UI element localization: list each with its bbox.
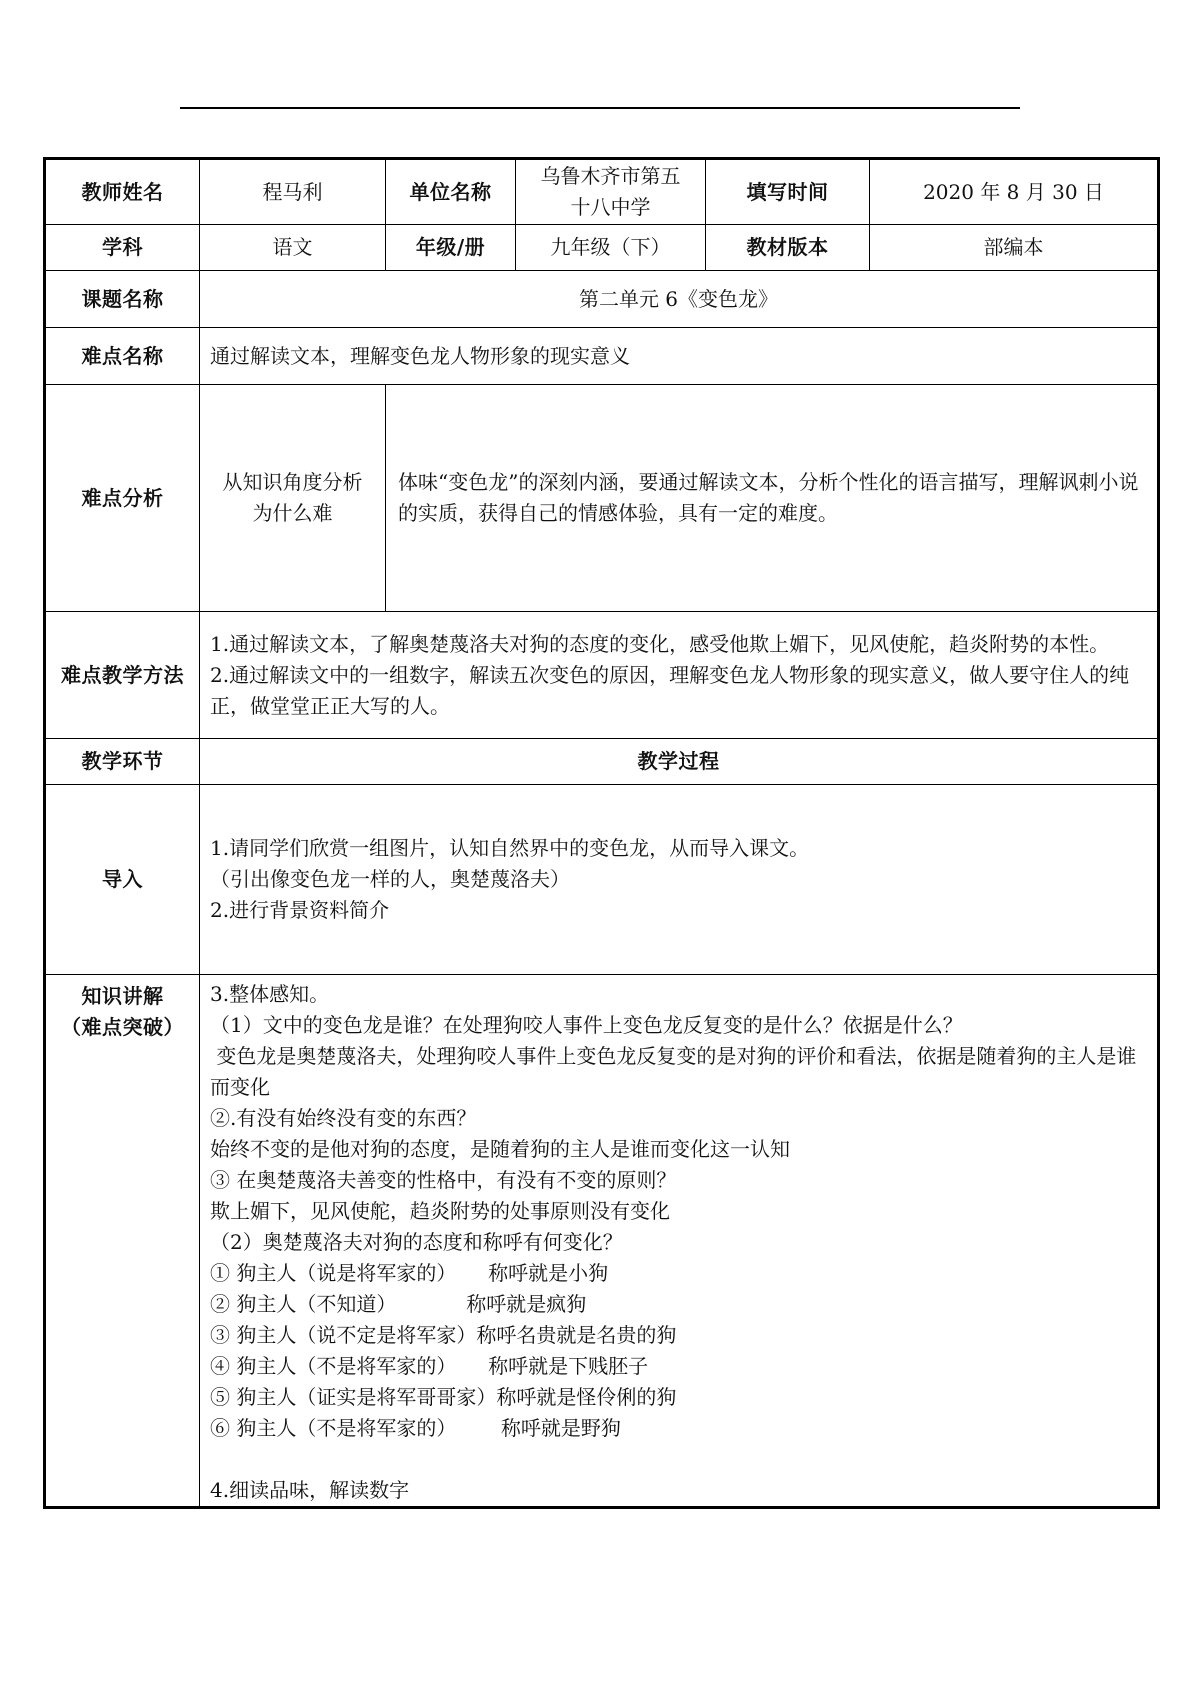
knowledge-line: 变色龙是奥楚蔑洛夫，处理狗咬人事件上变色龙反复变的是对狗的评价和看法，依据是随着狗的主人是谁而变化: [210, 1044, 1137, 1099]
row-topic: [45, 271, 1159, 328]
difficulty-value: 通过解读文本，理解变色龙人物形象的现实意义: [200, 328, 1159, 385]
stage-label: 教学环节: [45, 739, 200, 785]
knowledge-line: 4.细读品味，解读数字: [210, 1478, 410, 1502]
row-difficulty: [45, 328, 1159, 385]
teacher-value: 程马利: [200, 159, 386, 225]
knowledge-label-line1: 知识讲解: [81, 984, 164, 1008]
difficulty-label: 难点名称: [45, 328, 200, 385]
row-analysis: [45, 385, 1159, 612]
intro-label: 导入: [45, 785, 200, 975]
grade-value: 九年级（下）: [516, 225, 706, 271]
knowledge-line: [210, 1444, 1147, 1475]
knowledge-line: （1）文中的变色龙是谁？在处理狗咬人事件上变色龙反复变的是什么？依据是什么？: [210, 1013, 963, 1037]
topic-label: 课题名称: [45, 271, 200, 328]
knowledge-value: [200, 975, 1159, 1508]
knowledge-line: 始终不变的是他对狗的态度，是随着狗的主人是谁而变化这一认知: [210, 1137, 790, 1161]
lesson-plan-table: [43, 157, 1160, 1509]
unit-value-line2: 十八中学: [570, 195, 651, 219]
grade-label: 年级/册: [386, 225, 516, 271]
row-subject: [45, 225, 1159, 271]
row-process-header: [45, 739, 1159, 785]
knowledge-line: ②.有没有始终没有变的东西？: [210, 1106, 477, 1130]
intro-line-1: 1.请同学们欣赏一组图片，认知自然界中的变色龙，从而导入课文。: [210, 836, 810, 860]
topic-value: 第二单元 6《变色龙》: [200, 271, 1159, 328]
method-item-2: 2.通过解读文中的一组数字，解读五次变色的原因，理解变色龙人物形象的现实意义，做人要守住人的纯正，做堂堂正正大写的人。: [210, 662, 1130, 718]
edition-value: 部编本: [870, 225, 1159, 271]
method-value: [200, 612, 1159, 739]
analysis-label: 难点分析: [45, 385, 200, 612]
knowledge-line: （2）奥楚蔑洛夫对狗的态度和称呼有何变化？: [210, 1230, 623, 1254]
intro-line-2: （引出像变色龙一样的人，奥楚蔑洛夫）: [210, 867, 570, 891]
unit-value-line1: 乌鲁木齐市第五: [540, 164, 681, 188]
header-rule: [180, 107, 1020, 109]
knowledge-line: ① 狗主人（说是将军家的） 称呼就是小狗: [210, 1261, 609, 1285]
unit-value: [516, 159, 706, 225]
knowledge-line: ④ 狗主人（不是将军家的） 称呼就是下贱胚子: [210, 1354, 649, 1378]
row-intro: [45, 785, 1159, 975]
date-value: 2020 年 8 月 30 日: [870, 159, 1159, 225]
method-item-1: 1.通过解读文本，了解奥楚蔑洛夫对狗的态度的变化，感受他欺上媚下，见风使舵，趋炎附势的本性。: [210, 631, 1110, 656]
intro-value: [200, 785, 1159, 975]
method-label: 难点教学方法: [45, 612, 200, 739]
date-label: 填写时间: [706, 159, 870, 225]
knowledge-line: ⑤ 狗主人（证实是将军哥哥家）称呼就是怪伶俐的狗: [210, 1385, 677, 1409]
knowledge-label-line2: （难点突破）: [61, 1015, 184, 1039]
knowledge-line: ② 狗主人（不知道） 称呼就是疯狗: [210, 1292, 587, 1316]
knowledge-line: ③ 在奥楚蔑洛夫善变的性格中，有没有不变的原则？: [210, 1168, 677, 1192]
intro-line-3: 2.进行背景资料简介: [210, 898, 390, 922]
row-method: [45, 612, 1159, 739]
teacher-label: 教师姓名: [45, 159, 200, 225]
process-label: 教学过程: [200, 739, 1159, 785]
knowledge-line: 欺上媚下，见风使舵，趋炎附势的处事原则没有变化: [210, 1199, 670, 1223]
subject-value: 语文: [200, 225, 386, 271]
row-teacher: [45, 159, 1159, 225]
row-knowledge: [45, 975, 1159, 1508]
knowledge-label: [45, 975, 200, 1508]
knowledge-line: ③ 狗主人（说不定是将军家）称呼名贵就是名贵的狗: [210, 1323, 677, 1347]
subject-label: 学科: [45, 225, 200, 271]
unit-label: 单位名称: [386, 159, 516, 225]
knowledge-line: ⑥ 狗主人（不是将军家的） 称呼就是野狗: [210, 1416, 621, 1440]
knowledge-line: 3.整体感知。: [210, 982, 330, 1006]
edition-label: 教材版本: [706, 225, 870, 271]
analysis-sub-label: 从知识角度分析为什么难: [200, 385, 386, 612]
analysis-value: 体味“变色龙”的深刻内涵，要通过解读文本，分析个性化的语言描写，理解讽刺小说的实质，获得自己的情感体验，具有一定的难度。: [386, 385, 1159, 612]
